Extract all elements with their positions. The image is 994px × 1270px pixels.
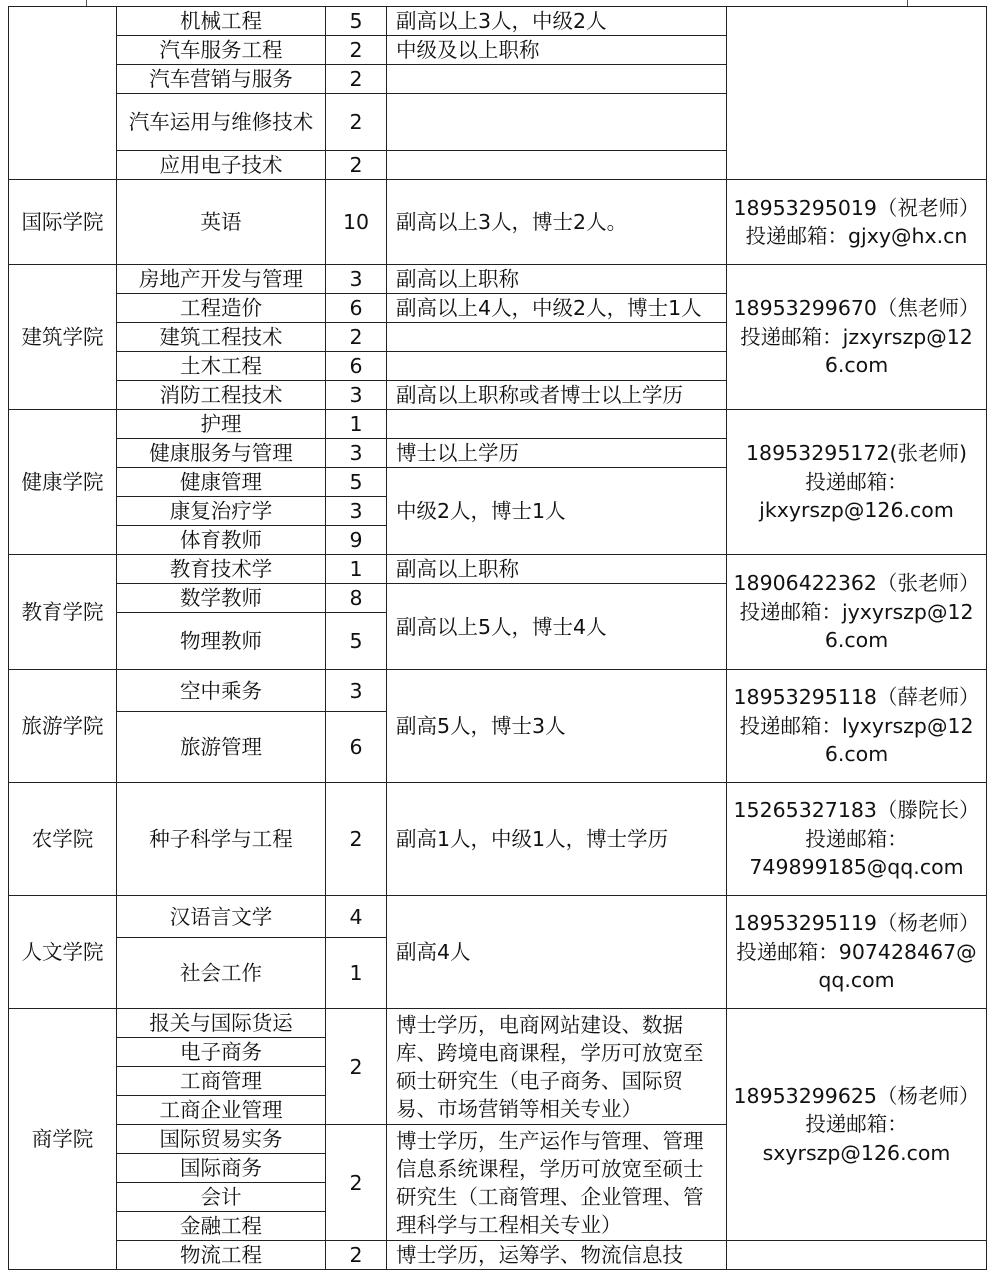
major-cell: 物理教师	[117, 613, 326, 670]
headcount-cell: 2	[326, 1241, 387, 1270]
table-row	[9, 896, 987, 938]
college-cell: 教育学院	[9, 555, 117, 670]
headcount-cell: 6	[326, 352, 387, 381]
college-cell: 国际学院	[9, 180, 117, 265]
table-row	[9, 1241, 987, 1270]
requirement-cell	[387, 410, 727, 439]
major-cell: 会计	[117, 1183, 326, 1212]
major-cell: 教育技术学	[117, 555, 326, 584]
major-cell: 电子商务	[117, 1038, 326, 1067]
major-cell: 旅游管理	[117, 712, 326, 783]
major-cell: 房地产开发与管理	[117, 265, 326, 294]
headcount-cell: 2	[326, 323, 387, 352]
major-cell: 体育教师	[117, 526, 326, 555]
headcount-cell: 3	[326, 381, 387, 410]
major-cell: 空中乘务	[117, 670, 326, 712]
requirement-cell: 中级2人，博士1人	[387, 468, 727, 555]
headcount-cell: 5	[326, 468, 387, 497]
requirement-cell: 副高1人，中级1人，博士学历	[387, 783, 727, 896]
requirement-cell: 副高5人，博士3人	[387, 670, 727, 783]
headcount-cell: 1	[326, 938, 387, 1009]
major-cell: 物流工程	[117, 1241, 326, 1270]
requirement-cell: 副高以上职称	[387, 555, 727, 584]
requirement-cell: 副高以上职称或者博士以上学历	[387, 381, 727, 410]
major-cell: 社会工作	[117, 938, 326, 1009]
major-cell: 应用电子技术	[117, 151, 326, 180]
major-cell: 健康服务与管理	[117, 439, 326, 468]
college-cell: 商学院	[9, 1009, 117, 1270]
table-row	[9, 7, 987, 36]
contact-cell: 18953295119（杨老师） 投递邮箱：907428467@qq.com	[727, 896, 987, 1009]
major-cell: 建筑工程技术	[117, 323, 326, 352]
contact-cell: 18953295019（祝老师） 投递邮箱：gjxy@hx.cn	[727, 180, 987, 265]
requirement-cell: 副高以上3人，博士2人。	[387, 180, 727, 265]
major-cell: 英语	[117, 180, 326, 265]
major-cell: 汽车运用与维修技术	[117, 94, 326, 151]
headcount-cell: 2	[326, 65, 387, 94]
headcount-cell: 6	[326, 294, 387, 323]
headcount-cell: 2	[326, 1009, 387, 1125]
college-cell: 建筑学院	[9, 265, 117, 410]
contact-cell	[727, 7, 987, 180]
major-cell: 工商管理	[117, 1067, 326, 1096]
major-cell: 国际商务	[117, 1154, 326, 1183]
major-cell: 护理	[117, 410, 326, 439]
college-cell: 旅游学院	[9, 670, 117, 783]
headcount-cell: 9	[326, 526, 387, 555]
requirement-cell	[387, 65, 727, 94]
contact-cell: 18953299670（焦老师） 投递邮箱：jzxyrszp@126.com	[727, 265, 987, 410]
requirement-cell: 副高以上4人，中级2人，博士1人	[387, 294, 727, 323]
requirement-cell: 博士学历，生产运作与管理、管理信息系统课程，学历可放宽至硕士研究生（工商管理、企业管理、管理科学与工程相关专业）	[387, 1125, 727, 1241]
contact-cell: 18953299625（杨老师） 投递邮箱： sxyrszp@126.com	[727, 1009, 987, 1241]
major-cell: 汽车营销与服务	[117, 65, 326, 94]
contact-cell: 18953295118（薛老师） 投递邮箱：lyxyrszp@126.com	[727, 670, 987, 783]
table-row	[9, 410, 987, 439]
requirement-cell	[387, 151, 727, 180]
college-cell: 人文学院	[9, 896, 117, 1009]
requirement-cell: 博士以上学历	[387, 439, 727, 468]
major-cell: 消防工程技术	[117, 381, 326, 410]
major-cell: 汽车服务工程	[117, 36, 326, 65]
requirement-cell: 博士学历，电商网站建设、数据库、跨境电商课程，学历可放宽至硕士研究生（电子商务、国际贸易、市场营销等相关专业）	[387, 1009, 727, 1125]
headcount-cell: 2	[326, 1125, 387, 1241]
headcount-cell: 3	[326, 439, 387, 468]
table-row	[9, 265, 987, 294]
headcount-cell: 2	[326, 783, 387, 896]
requirement-cell: 副高4人	[387, 896, 727, 1009]
major-cell: 金融工程	[117, 1212, 326, 1241]
headcount-cell: 2	[326, 36, 387, 65]
headcount-cell: 3	[326, 265, 387, 294]
requirement-cell: 博士学历，运筹学、物流信息技	[387, 1241, 727, 1270]
headcount-cell: 1	[326, 410, 387, 439]
requirement-cell: 副高以上5人，博士4人	[387, 584, 727, 670]
college-cell	[9, 7, 117, 180]
recruitment-table	[8, 6, 987, 1270]
headcount-cell: 4	[326, 896, 387, 938]
headcount-cell: 2	[326, 151, 387, 180]
headcount-cell: 2	[326, 94, 387, 151]
headcount-cell: 8	[326, 584, 387, 613]
table-row	[9, 670, 987, 712]
contact-cell: 18906422362（张老师） 投递邮箱：jyxyrszp@126.com	[727, 555, 987, 670]
headcount-cell: 5	[326, 7, 387, 36]
requirement-cell	[387, 94, 727, 151]
headcount-cell: 6	[326, 712, 387, 783]
table-row	[9, 783, 987, 896]
major-cell: 数学教师	[117, 584, 326, 613]
requirement-cell: 副高以上职称	[387, 265, 727, 294]
major-cell: 康复治疗学	[117, 497, 326, 526]
major-cell: 种子科学与工程	[117, 783, 326, 896]
headcount-cell: 10	[326, 180, 387, 265]
major-cell: 健康管理	[117, 468, 326, 497]
major-cell: 报关与国际货运	[117, 1009, 326, 1038]
college-cell: 农学院	[9, 783, 117, 896]
major-cell: 汉语言文学	[117, 896, 326, 938]
requirement-cell: 副高以上3人，中级2人	[387, 7, 727, 36]
major-cell: 土木工程	[117, 352, 326, 381]
contact-cell	[727, 1241, 987, 1270]
requirement-cell	[387, 352, 727, 381]
requirement-cell: 中级及以上职称	[387, 36, 727, 65]
major-cell: 机械工程	[117, 7, 326, 36]
headcount-cell: 5	[326, 613, 387, 670]
major-cell: 工商企业管理	[117, 1096, 326, 1125]
table-row	[9, 180, 987, 265]
contact-cell: 15265327183（滕院长） 投递邮箱： 749899185@qq.com	[727, 783, 987, 896]
requirement-cell	[387, 323, 727, 352]
major-cell: 国际贸易实务	[117, 1125, 326, 1154]
headcount-cell: 3	[326, 497, 387, 526]
headcount-cell: 3	[326, 670, 387, 712]
table-row	[9, 1009, 987, 1038]
headcount-cell: 1	[326, 555, 387, 584]
major-cell: 工程造价	[117, 294, 326, 323]
college-cell: 健康学院	[9, 410, 117, 555]
contact-cell: 18953295172(张老师) 投递邮箱： jkxyrszp@126.com	[727, 410, 987, 555]
table-row	[9, 555, 987, 584]
